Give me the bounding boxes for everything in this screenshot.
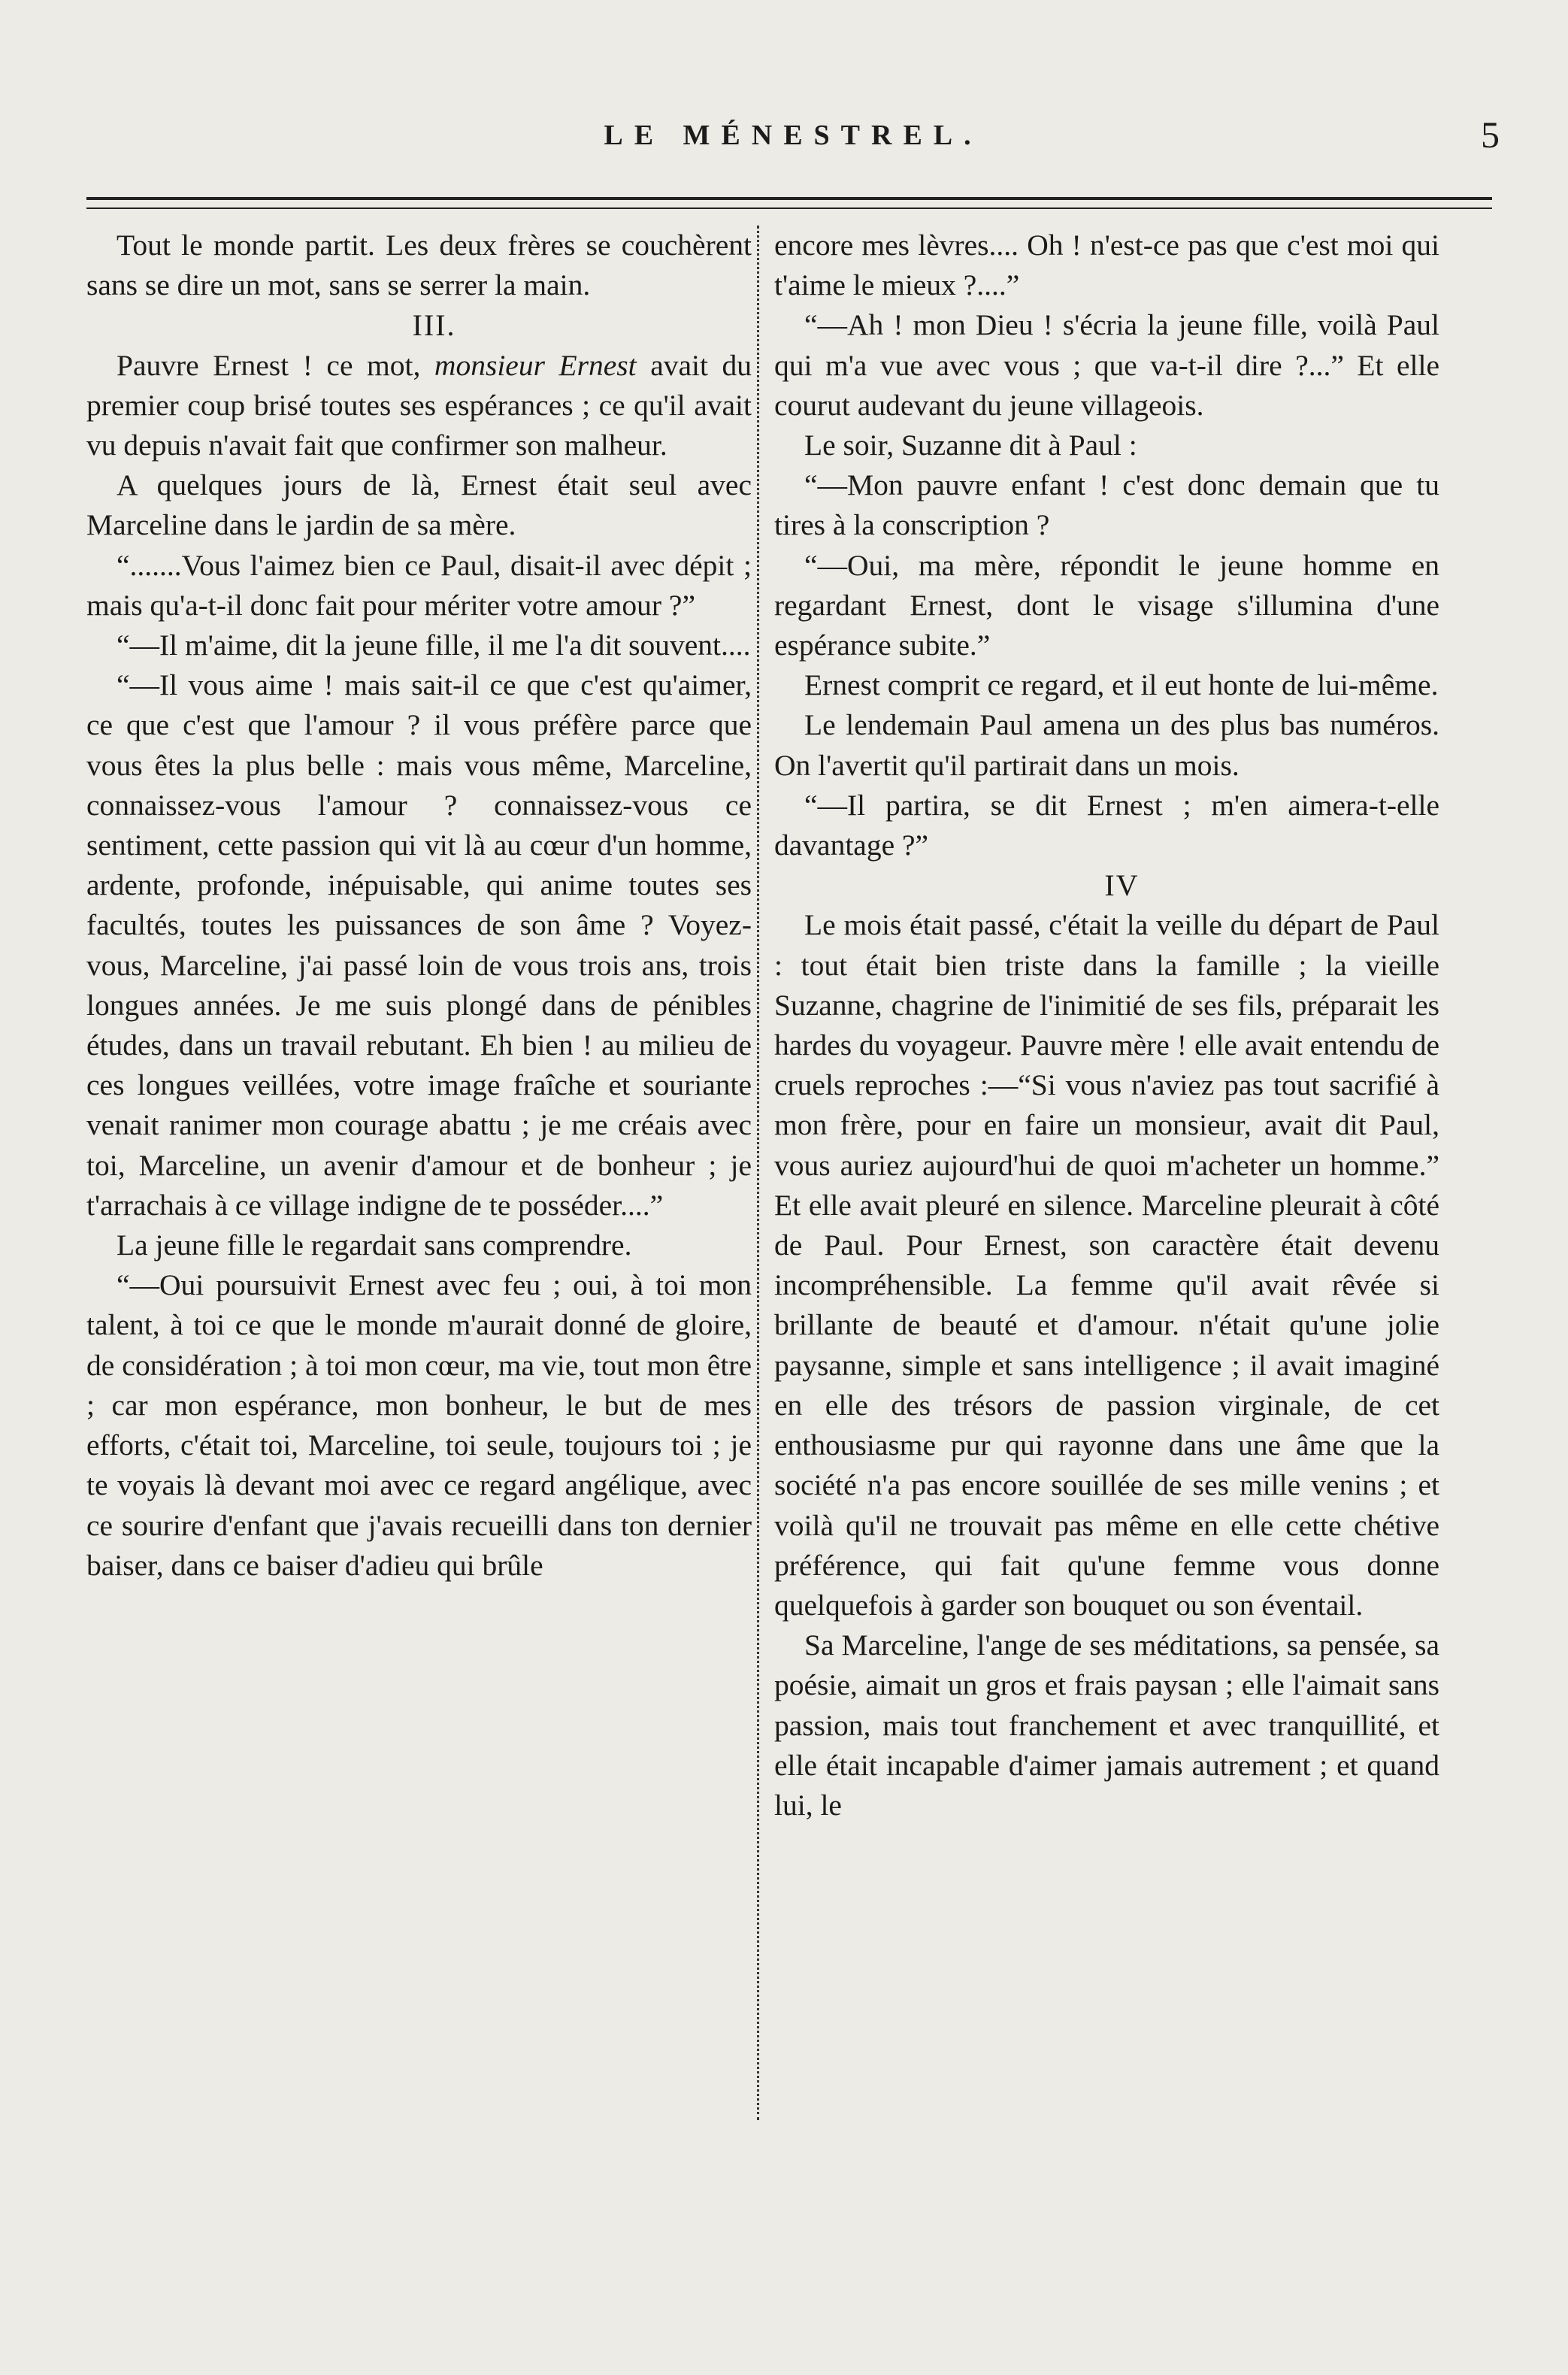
running-head xyxy=(86,113,1500,165)
paragraph: Le soir, Suzanne dit à Paul : xyxy=(804,429,1137,462)
paragraph-text: Pauvre Ernest ! ce mot, xyxy=(117,348,421,382)
paragraph: Ernest comprit ce regard, et il eut honte de lui-même. xyxy=(804,668,1439,702)
paragraph: “—Oui, ma mère, répondit le jeune homme en regardant Ernest, dont le visage s'illumina d'une espérance subite.” xyxy=(774,548,1439,662)
paragraph: “—Oui poursuivit Ernest avec feu ; oui, à toi mon talent, à toi ce que le monde m'aurait donné de gloire, de considération ; à toi mon cœur, ma vie, tout mon être ; car mon espérance, mon bonheur, le but de mes efforts, c'était toi, Marceline, toi seule, toujours toi ; je te voyais là devant moi avec ce regard angélique, avec ce sourire d'enfant que j'avais recueilli dans ton dernier baiser, dans ce baiser d'adieu qui brûle xyxy=(86,1268,752,1582)
paragraph-continued: encore mes lèvres.... Oh ! n'est-ce pas que c'est moi qui t'aime le mieux ?....” xyxy=(774,229,1439,302)
right-column xyxy=(774,226,1439,2150)
paragraph: Tout le monde partit. Les deux frères se couchèrent sans se dire un mot, sans se serrer la main. xyxy=(86,229,752,302)
section-heading-iii: III. xyxy=(412,308,456,343)
paragraph: “—Il vous aime ! mais sait-il ce que c'est qu'aimer, ce que c'est que l'amour ? il vous préfère parce que vous êtes la plus belle : mais vous même, Marceline, connaissez-vous l'amour ? connaissez-vous ce sentiment, cette passion qui vit là au cœur d'un homme, ardente, profonde, inépuisable, qui anime toutes ses facultés, toutes les puissances de son âme ? Voyez-vous, Marceline, j'ai passé loin de vous trois ans, trois longues années. Je me suis plongé dans de pénibles études, dans un travail rebutant. Eh bien ! au milieu de ces longues veillées, votre image fraîche et souriante venait ranimer mon courage abattu ; je me créais avec toi, Marceline, un avenir d'amour et de bonheur ; je t'arrachais à ce village indigne de te posséder....” xyxy=(86,668,752,1222)
header-rule-thin xyxy=(86,208,1492,209)
paragraph: La jeune fille le regardait sans comprendre. xyxy=(117,1228,632,1262)
paragraph: Le mois était passé, c'était la veille du départ de Paul : tout était bien triste dans la famille ; la vieille Suzanne, chagrine de l'inimitié de ses fils, préparait les hardes du voyageur. Pauvre mère ! elle avait entendu de cruels reproches :—“Si vous n'aviez pas tout sacrifié à mon frère, pour en faire un monsieur, avait dit Paul, vous auriez aujourd'hui de quoi m'acheter un homme.” Et elle avait pleuré en silence. Marceline pleurait à côté de Paul. Pour Ernest, son caractère était devenu incompréhensible. La femme qu'il avait rêvée si brillante de beauté et d'amour. n'était qu'une jolie paysanne, simple et sans intelligence ; il avait imaginé en elle des trésors de passion virginale, de cet enthousiasme pur qui rayonne dans une âme que la société n'a pas encore souillée de ses mille venins ; et voilà qu'il ne trouvait pas même en elle cette chétive préférence, qui fait qu'une femme vous donne quelquefois à garder son bouquet ou son éventail. xyxy=(774,908,1439,1622)
header-rule-thick xyxy=(86,197,1492,200)
paragraph: “—Mon pauvre enfant ! c'est donc demain que tu tires à la conscription ? xyxy=(774,468,1439,542)
paragraph: “.......Vous l'aimez bien ce Paul, disait-il avec dépit ; mais qu'a-t-il donc fait pour mériter votre amour ?” xyxy=(86,548,752,622)
running-title: LE MÉNESTREL. xyxy=(604,120,982,151)
paragraph: Le lendemain Paul amena un des plus bas numéros. On l'avertit qu'il partirait dans un mois. xyxy=(774,708,1439,782)
paragraph: “—Ah ! mon Dieu ! s'écria la jeune fille, voilà Paul qui m'a vue avec vous ; que va-t-il dire ?...” Et elle courut audevant du jeune villageois. xyxy=(774,308,1439,422)
section-heading-iv: IV xyxy=(1104,868,1140,903)
paragraph xyxy=(86,346,752,466)
paragraph: “—Il partira, se dit Ernest ; m'en aimera-t-elle davantage ?” xyxy=(774,788,1439,862)
italic-phrase: monsieur Ernest xyxy=(434,348,637,382)
page-number: 5 xyxy=(1481,114,1500,156)
column-divider xyxy=(757,226,759,2120)
paragraph: A quelques jours de là, Ernest était seul avec Marceline dans le jardin de sa mère. xyxy=(86,468,752,542)
paragraph: Sa Marceline, l'ange de ses méditations, sa pensée, sa poésie, aimait un gros et frais paysan ; elle l'aimait sans passion, mais tout franchement et avec tranquillité, et elle était incapable d'aimer jamais autrement ; et quand lui, le xyxy=(774,1628,1439,1822)
left-column xyxy=(86,226,752,2150)
paragraph-text: avait du premier coup brisé toutes ses espérances ; ce qu'il avait vu depuis n'avait fait que confirmer son malheur. xyxy=(86,348,752,462)
paragraph: “—Il m'aime, dit la jeune fille, il me l'a dit souvent.... xyxy=(117,629,751,662)
